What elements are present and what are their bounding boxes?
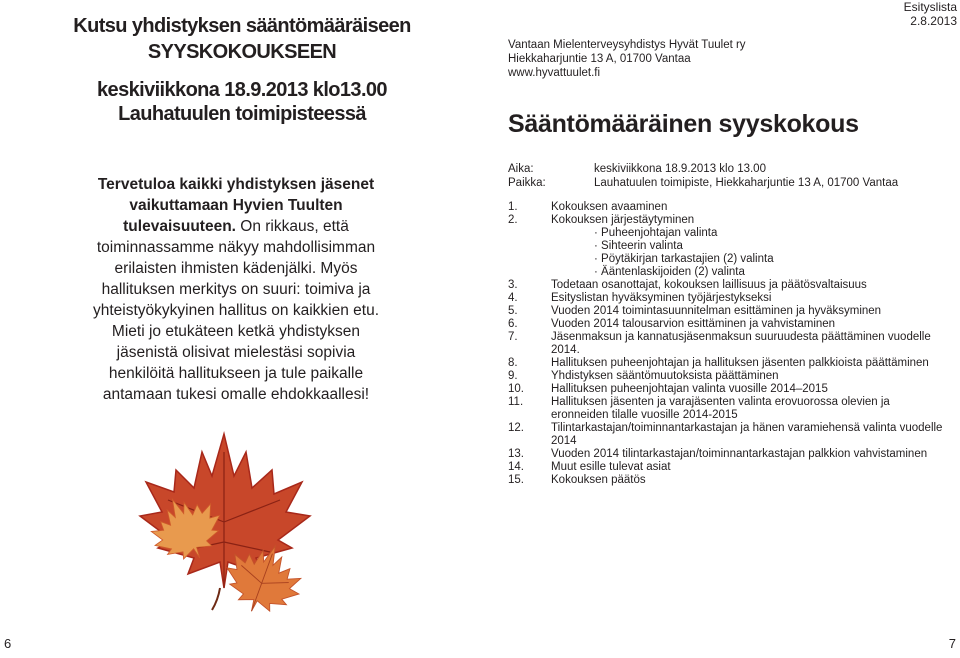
agenda-item: [508, 370, 948, 383]
agenda-item-text: · Puheenjohtajan valinta: [594, 227, 718, 239]
agenda-item-number: 2.: [508, 214, 518, 226]
place-label: Paikka:: [508, 177, 546, 189]
agenda-item: [508, 331, 948, 357]
agenda-item-text: Tilintarkastajan/toiminnantarkastajan ja hänen varamiehensä valinta vuodelle 2014: [551, 422, 943, 447]
invitation-title: [62, 13, 422, 65]
agenda-subitem: [508, 253, 948, 266]
tag-date: 2.8.2013: [910, 14, 957, 28]
agenda-subitem: [508, 240, 948, 253]
agenda-item-text: Hallituksen puheenjohtajan ja hallituksen jäsenten palkkioista päättäminen: [551, 357, 929, 369]
agenda-item-number: 15.: [508, 474, 524, 486]
agenda-item-text: · Pöytäkirjan tarkastajien (2) valinta: [594, 253, 774, 265]
agenda-item-number: 12.: [508, 422, 524, 434]
intro-text: [86, 174, 386, 405]
agenda-item-number: 3.: [508, 279, 518, 291]
intro-rest: On rikkaus, että toiminnassamme näkyy mahdollisimman erilaisten ihmisten kädenjälki. Myös hallituksen merkitys on suuri: toimiva ja yhteistyökykyinen hallitus on kaikkien etu. Mieti jo etukäteen ketkä yhdistyksen jäsenistä olisivat mielestäsi sopivia henkilöitä hallitukseen ja tule paikalle antamaan tukesi omalle ehdokkaallesi!: [92, 218, 380, 403]
agenda-item-text: Hallituksen jäsenten ja varajäsenten valinta erovuorossa olevien ja eronneiden tilalle vuosille 2014-2015: [551, 396, 890, 421]
agenda-item: [508, 383, 948, 396]
title-line-1: Kutsu yhdistyksen sääntömääräiseen: [73, 15, 411, 37]
agenda-item: [508, 422, 948, 448]
agenda-item-number: 4.: [508, 292, 518, 304]
agenda-item-text: Todetaan osanottajat, kokouksen laillisuus ja päätösvaltaisuus: [551, 279, 867, 291]
agenda-subitem: [508, 266, 948, 279]
agenda-item-text: Jäsenmaksun ja kannatusjäsenmaksun suuruudesta päättäminen vuodelle 2014.: [551, 331, 931, 356]
agenda-item: [508, 214, 948, 227]
agenda-item-text: Esityslistan hyväksyminen työjärjestykseksi: [551, 292, 772, 304]
page-number-right: 7: [948, 636, 956, 651]
agenda-item-number: 10.: [508, 383, 524, 395]
agenda-item: [508, 305, 948, 318]
agenda-item: [508, 461, 948, 474]
agenda-item-number: 6.: [508, 318, 518, 330]
agenda-item-text: · Ääntenlaskijoiden (2) valinta: [594, 266, 745, 278]
agenda-item-number: 9.: [508, 370, 518, 382]
agenda-item-number: 1.: [508, 201, 518, 213]
meeting-place-line: Lauhatuulen toimipisteessä: [118, 103, 366, 125]
agenda-item-text: · Sihteerin valinta: [594, 240, 683, 252]
agenda-item-number: 5.: [508, 305, 518, 317]
org-name: Vantaan Mielenterveysyhdistys Hyvät Tuulet ry: [508, 39, 746, 51]
agenda-item-text: Kokouksen järjestäytyminen: [551, 214, 695, 226]
org-address: Hiekkaharjuntie 13 A, 01700 Vantaa: [508, 53, 691, 65]
agenda-list: [508, 201, 948, 487]
agenda-item-number: 7.: [508, 331, 518, 343]
agenda-heading: Sääntömääräinen syyskokous: [508, 110, 859, 138]
intro-bold: Tervetuloa kaikki yhdistyksen jäsenet vaikuttamaan Hyvien Tuulten tulevaisuuteen.: [97, 176, 375, 235]
agenda-item: [508, 279, 948, 292]
organization-info: [508, 38, 746, 80]
meeting-date-line: keskiviikkona 18.9.2013 klo13.00: [97, 79, 387, 101]
agenda-item: [508, 448, 948, 461]
agenda-item-number: 13.: [508, 448, 524, 460]
meeting-time-row: [508, 162, 898, 176]
document-tag: [904, 0, 957, 28]
maple-leaf-large: [140, 434, 310, 588]
time-value: keskiviikkona 18.9.2013 klo 13.00: [594, 163, 766, 175]
agenda-item-text: Yhdistyksen sääntömuutoksista päättäminen: [551, 370, 779, 382]
agenda-subitem: [508, 227, 948, 240]
agenda-item-text: Vuoden 2014 toimintasuunnitelman esittäminen ja hyväksyminen: [551, 305, 882, 317]
agenda-item-text: Kokouksen avaaminen: [551, 201, 668, 213]
agenda-item-text: Vuoden 2014 tilintarkastajan/toiminnantarkastajan palkkion vahvistaminen: [551, 448, 928, 460]
agenda-item: [508, 292, 948, 305]
agenda-item-text: Muut esille tulevat asiat: [551, 461, 671, 473]
agenda-item-text: Vuoden 2014 talousarvion esittäminen ja vahvistaminen: [551, 318, 836, 330]
meeting-place-row: [508, 176, 898, 190]
agenda-item-number: 8.: [508, 357, 518, 369]
agenda-item: [508, 474, 948, 487]
tag-agenda: Esityslista: [903, 0, 957, 14]
time-label: Aika:: [508, 163, 534, 175]
agenda-item: [508, 201, 948, 214]
agenda-item: [508, 396, 948, 422]
page-number-left: 6: [4, 636, 12, 651]
meeting-info: [508, 162, 898, 190]
agenda-item-number: 14.: [508, 461, 524, 473]
agenda-item-text: Hallituksen puheenjohtajan valinta vuosille 2014–2015: [551, 383, 828, 395]
agenda-item: [508, 318, 948, 331]
agenda-item-text: Kokouksen päätös: [551, 474, 646, 486]
maple-leaves-icon: [128, 412, 322, 612]
title-line-2: SYYSKOKOUKSEEN: [147, 41, 337, 63]
place-value: Lauhatuulen toimipiste, Hiekkaharjuntie 13 A, 01700 Vantaa: [594, 177, 899, 189]
agenda-item: [508, 357, 948, 370]
agenda-item-number: 11.: [508, 396, 524, 408]
org-website: www.hyvattuulet.fi: [508, 67, 601, 79]
meeting-time-place: [62, 78, 422, 126]
